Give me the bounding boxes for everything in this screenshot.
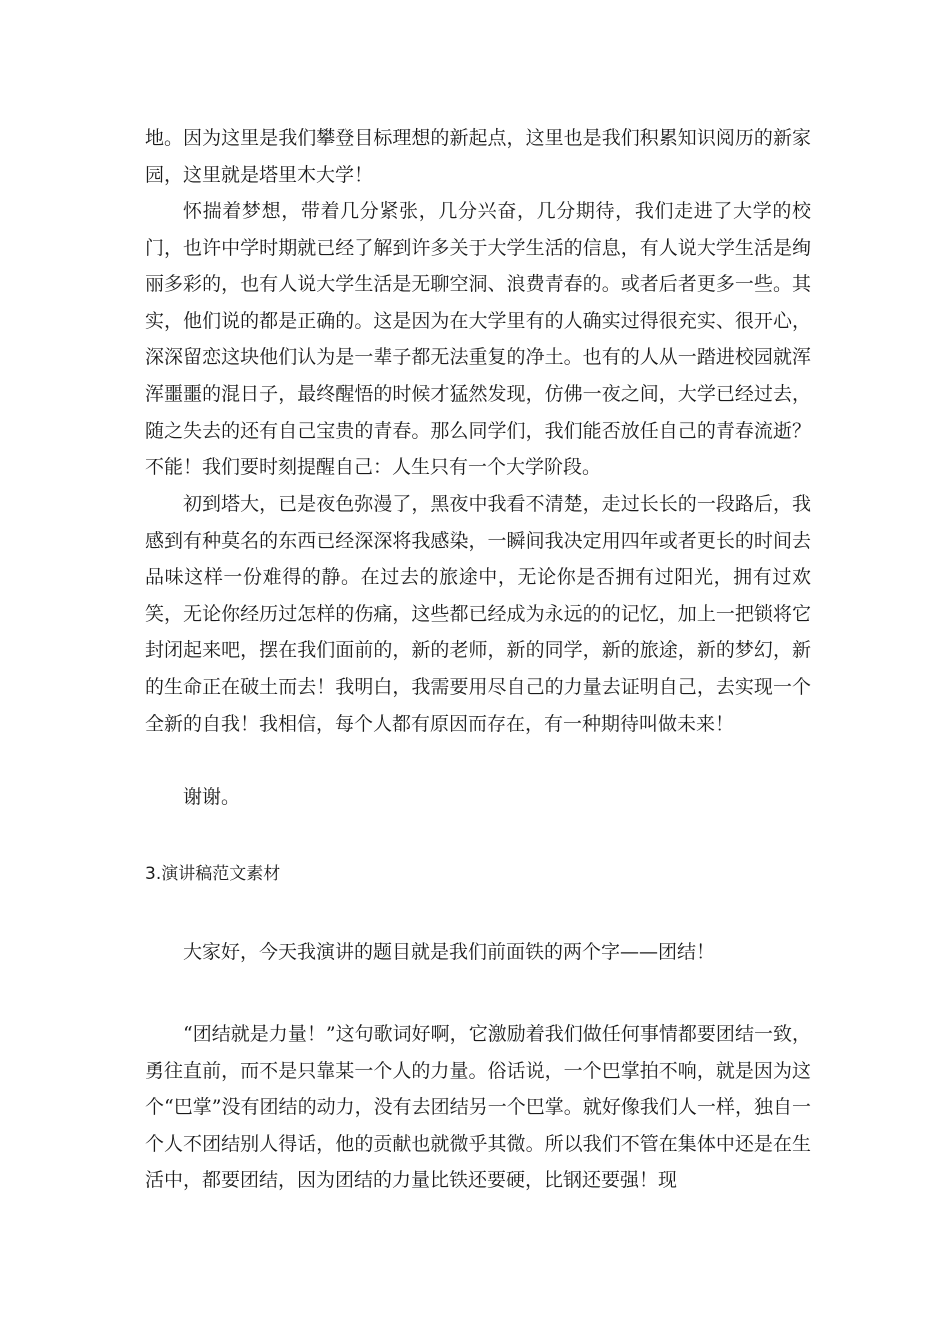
paragraph-3: 初到塔大，已是夜色弥漫了，黑夜中我看不清楚，走过长长的一段路后，我感到有种莫名的东西已经深深将我感染，一瞬间我决定用四年或者更长的时间去品味这样一份难得的静。在过去的旅途中，无论你是否拥有过阳光，拥有过欢笑，无论你经历过怎样的伤痛，这些都已经成为永远的的记忆，加上一把锁将它封闭起来吧，摆在我们面前的，新的老师，新的同学，新的旅途，新的梦幻，新的生命正在破土而去！我明白，我需要用尽自己的力量去证明自己，去实现一个全新的自我！我相信，每个人都有原因而存在，有一种期待叫做未来！ [145,493,811,735]
paragraph-4: 谢谢。 [183,786,241,808]
paragraph-5: 大家好，今天我演讲的题目就是我们前面铁的两个字——团结！ [183,941,716,963]
paragraph-6: “团结就是力量！”这句歌词好啊，它激励着我们做任何事情都要团结一致，勇往直前，而不是只靠某一个人的力量。俗话说，一个巴掌拍不响，就是因为这个“巴掌”没有团结的动力，没有去团结另一个巴掌。就好像我们人一样，独自一个人不团结别人得话，他的贡献也就微乎其微。所以我们不管在集体中还是在生活中，都要团结，因为团结的力量比铁还要硬，比钢还要强！现 [145,1023,811,1192]
paragraph-1: 地。因为这里是我们攀登目标理想的新起点，这里也是我们积累知识阅历的新家园，这里就是塔里木大学！ [145,127,811,186]
section-heading: 3.演讲稿范文素材 [145,864,281,884]
paragraph-2: 怀揣着梦想，带着几分紧张，几分兴奋，几分期待，我们走进了大学的校门，也许中学时期就已经了解到许多关于大学生活的信息，有人说大学生活是绚丽多彩的，也有人说大学生活是无聊空洞、浪费青春的。或者后者更多一些。其实，他们说的都是正确的。这是因为在大学里有的人确实过得很充实、很开心，深深留恋这块他们认为是一辈子都无法重复的净土。也有的人从一踏进校园就浑浑噩噩的混日子，最终醒悟的时候才猛然发现，仿佛一夜之间，大学已经过去，随之失去的还有自己宝贵的青春。那么同学们，我们能否放任自己的青春流逝？不能！我们要时刻提醒自己：人生只有一个大学阶段。 [145,200,811,479]
